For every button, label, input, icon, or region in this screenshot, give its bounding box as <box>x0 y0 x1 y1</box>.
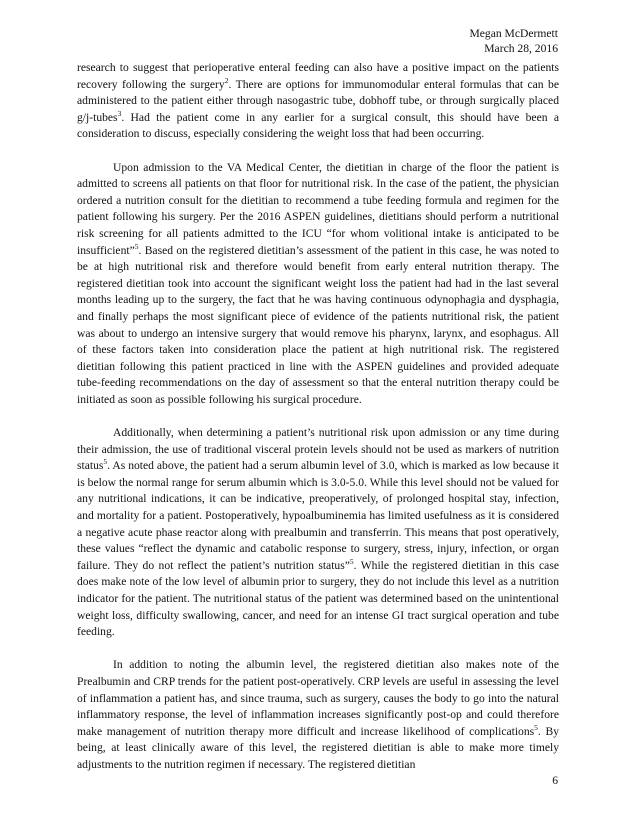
paragraph-text: . Had the patient come in any earlier for a surgical consult, this should have been a consideration to discuss, especially considering the weight loss that had been occurring. <box>77 110 559 141</box>
document-body <box>77 60 559 790</box>
paragraph-text: In addition to noting the albumin level, the registered dietitian also makes note of the Prealbumin and CRP trends for the patient post-operatively. CRP levels are useful in assessing the level of inflammation a patient has, and since trauma, such as surgery, causes the body to go into the natural inflammatory response, the level of inflammation increases significantly post-op and could therefore make management of nutrition therapy more difficult and increase likelihood of complications <box>77 658 559 738</box>
paragraph-text: . There are options for immunomodular enteral formulas that can be administered to the patient either through nasogastric tube, dobhoff tube, or through surgically placed g/j-tubes <box>77 77 560 124</box>
document-date: March 28, 2016 <box>484 42 558 55</box>
citation-superscript: 5 <box>349 556 354 566</box>
paragraph-text: research to suggest that perioperative enteral feeding can also have a positive impact on the patients recovery following the surgery <box>77 61 559 91</box>
page-number: 6 <box>552 774 558 787</box>
page-header <box>469 26 558 56</box>
paragraph-text: . As noted above, the patient had a serum albumin level of 3.0, which is marked as low because it is below the normal range for serum albumin which is 3.0-5.0. While this level should not be valued for any nutritional indications, it can be indicative, preoperatively, of prolonged hospital stay, infection, and mortality for a patient. Postoperatively, hypoalbuminemia has limited usefulness as it is considered a negative acute phase reactor along with prealbumin and transferrin. This means that post operatively, these values “reflect the dynamic and catabolic response to surgery, stress, injury, infection, or organ failure. They do not reflect the patient’s nutrition status” <box>77 459 559 572</box>
paragraph-text: Additionally, when determining a patient’s nutritional risk upon admission or any time during their admission, the use of traditional visceral protein levels should not be used as markers of nutrition status <box>77 426 559 473</box>
citation-superscript: 2 <box>224 75 229 85</box>
paragraph-text: Upon admission to the VA Medical Center, the dietitian in charge of the floor the patient is admitted to screens all patients on that floor for nutritional risk. In the case of the patient, the physician ordered a nutrition consult for the dietitian to recommend a tube feeding formula and regimen for the patient following his surgery. Per the 2016 ASPEN guidelines, dietitians should perform a nutritional risk screening for all patients admitted to the ICU “for whom volitional intake is anticipated to be insufficient” <box>77 160 559 257</box>
paragraph-text: . By being, at least clinically aware of this level, the registered dietitian is able to make more timely adjustments to the nutrition regimen if necessary. The registered dietitian <box>77 724 559 771</box>
paragraph <box>77 657 559 773</box>
paragraph <box>77 60 559 143</box>
citation-superscript: 5 <box>103 457 108 467</box>
paragraph <box>77 160 559 409</box>
paragraph <box>77 425 559 641</box>
paragraph-text: . While the registered dietitian in this case does make note of the low level of albumin prior to surgery, they do not include this level as a nutrition indicator for the patient. The nutritional status of the patient was determined based on the unintentional weight loss, difficulty swallowing, cancer, and need for an intense GI tract surgical operation and tube feeding. <box>77 558 559 639</box>
citation-superscript: 3 <box>117 108 122 118</box>
citation-superscript: 5 <box>134 241 139 251</box>
paragraph-text: . Based on the registered dietitian’s assessment of the patient in this case, he was noted to be at high nutritional risk and therefore would benefit from early enteral nutrition therapy. The registered dietitian took into account the significant weight loss the patient had had in the last several months leading up to the surgery, the fact that he was having continuous odynophagia and dysphagia, and finally perhaps the most significant piece of evidence of the patients nutritional risk, the patient was about to undergo an intensive surgery that would remove his pharynx, larynx, and esophagus. All of these factors taken into consideration place the patient at high nutritional risk. The registered dietitian following this patient practiced in line with the ASPEN guidelines and provided adequate tube-feeding recommendations on the day of assessment so that the enteral nutrition therapy could be initiated as soon as possible following his surgical procedure. <box>77 243 559 406</box>
author-name: Megan McDermett <box>469 27 558 40</box>
citation-superscript: 5 <box>534 722 538 732</box>
